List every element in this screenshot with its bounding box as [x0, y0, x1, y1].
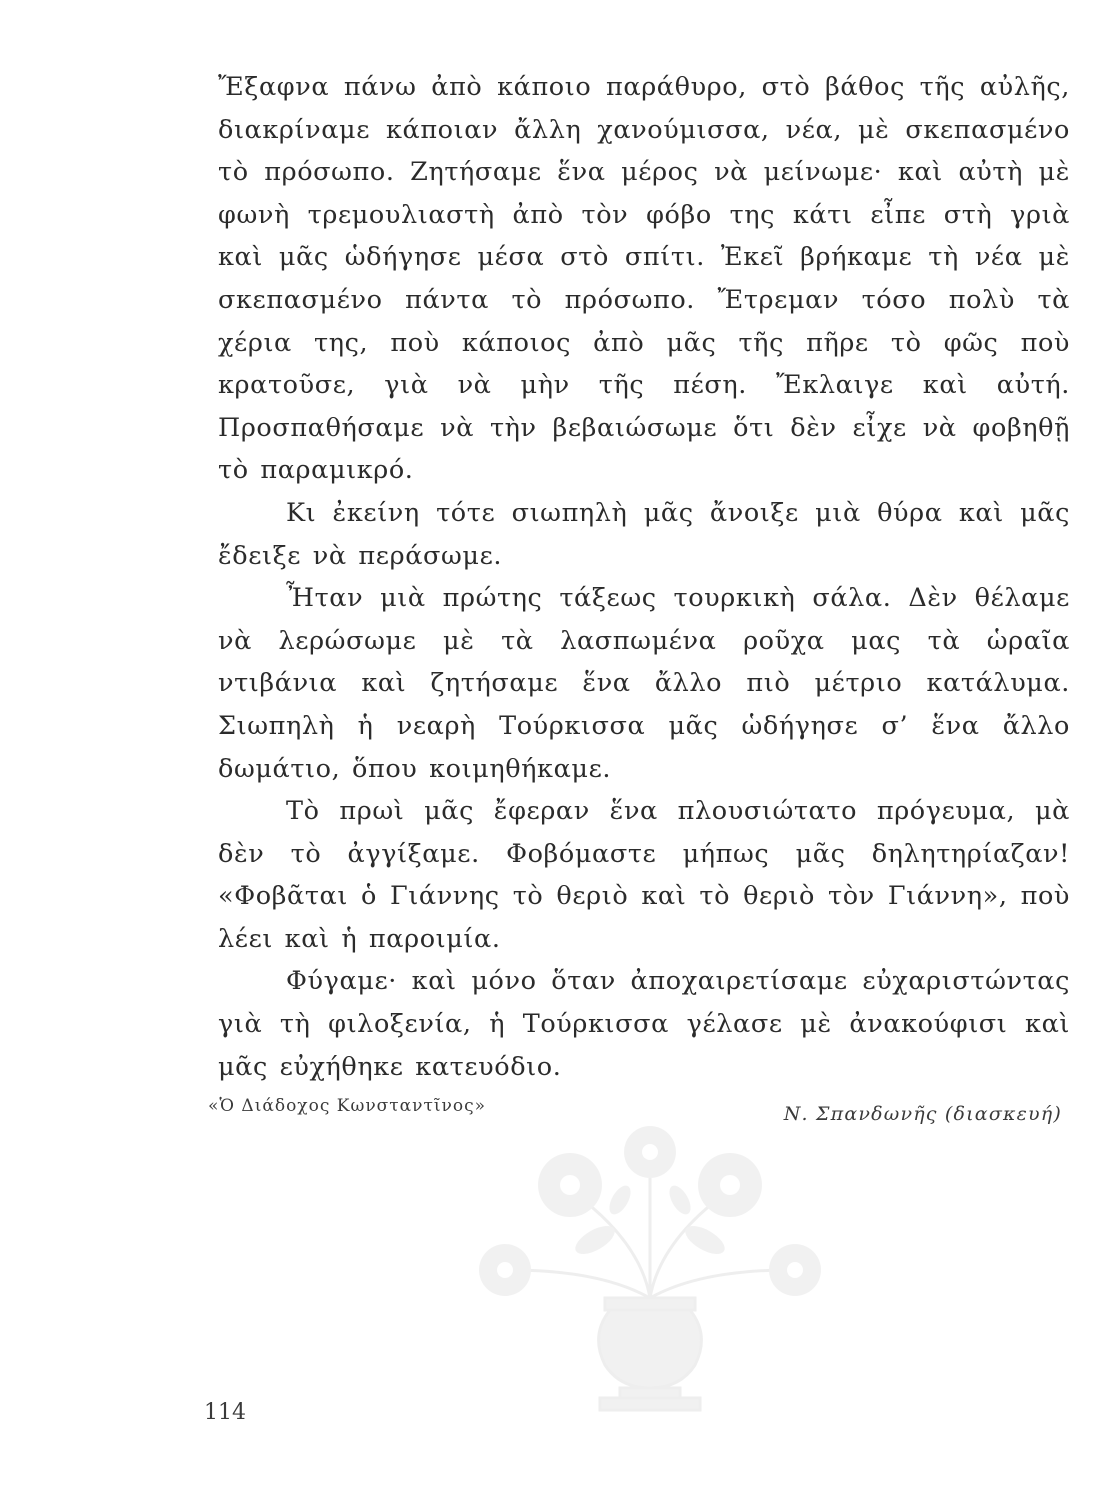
body-text: [218, 66, 1070, 1088]
page-number: 114: [204, 1400, 246, 1425]
paragraph-4: Τὸ πρωὶ μᾶς ἔφεραν ἕνα πλουσιώτατο πρόγευμα, μὰ δὲν τὸ ἀγγίξαμε. Φοβόμαστε μήπως μᾶς δηλητηρίαζαν! «Φοβᾶται ὁ Γιάννης τὸ θεριὸ καὶ τὸ θεριὸ τὸν Γιάννη», ποὺ λέει καὶ ἡ παροιμία.: [218, 796, 1070, 954]
paragraph-5: Φύγαμε· καὶ μόνο ὅταν ἀποχαιρετίσαμε εὐχαριστώντας γιὰ τὴ φιλοξενία, ἡ Τούρκισσα γέλασε μὲ ἀνακούφισι καὶ μᾶς εὐχήθηκε κατευόδιο.: [218, 966, 1070, 1082]
paragraph-3: Ἦταν μιὰ πρώτης τάξεως τουρκικὴ σάλα. Δὲν θέλαμε νὰ λερώσωμε μὲ τὰ λασπωμένα ροῦχα μας τὰ ὡραῖα ντιβάνια καὶ ζητήσαμε ἕνα ἄλλο πιὸ μέτριο κατάλυμα. Σιωπηλὴ ἡ νεαρὴ Τούρκισσα μᾶς ὡδήγησε σ’ ἕνα ἄλλο δωμάτιο, ὅπου κοιμηθήκαμε.: [218, 583, 1070, 784]
author-credit: Ν. Σπανδωνῆς (διασκευή): [783, 1103, 1062, 1125]
paragraph-1: Ἔξαφνα πάνω ἀπὸ κάποιο παράθυρο, στὸ βάθος τῆς αὐλῆς, διακρίναμε κάποιαν ἄλλη χανούμισσα, νέα, μὲ σκεπασμένο τὸ πρόσωπο. Ζητήσαμε ἕνα μέρος νὰ μείνωμε· καὶ αὐτὴ μὲ φωνὴ τρεμουλιαστὴ ἀπὸ τὸν φόβο της κάτι εἶπε στὴ γριὰ καὶ μᾶς ὡδήγησε μέσα στὸ σπίτι. Ἐκεῖ βρήκαμε τὴ νέα μὲ σκεπασμένο πάντα τὸ πρόσωπο. Ἔτρεμαν τόσο πολὺ τὰ χέρια της, ποὺ κάποιος ἀπὸ μᾶς τῆς πῆρε τὸ φῶς ποὺ κρατοῦσε, γιὰ νὰ μὴν τῆς πέση. Ἔκλαιγε καὶ αὐτή. Προσπαθήσαμε νὰ τὴν βεβαιώσωμε ὅτι δὲν εἶχε νὰ φοβηθῇ τὸ παραμικρό.: [218, 72, 1070, 486]
paragraph-2: Κι ἐκείνη τότε σιωπηλὴ μᾶς ἄνοιξε μιὰ θύρα καὶ μᾶς ἔδειξε νὰ περάσωμε.: [218, 497, 1070, 571]
source-citation: «Ὁ Διάδοχος Κωνσταντῖνος»: [208, 1096, 487, 1116]
flower-vase-ornament-icon: [420, 1120, 880, 1420]
